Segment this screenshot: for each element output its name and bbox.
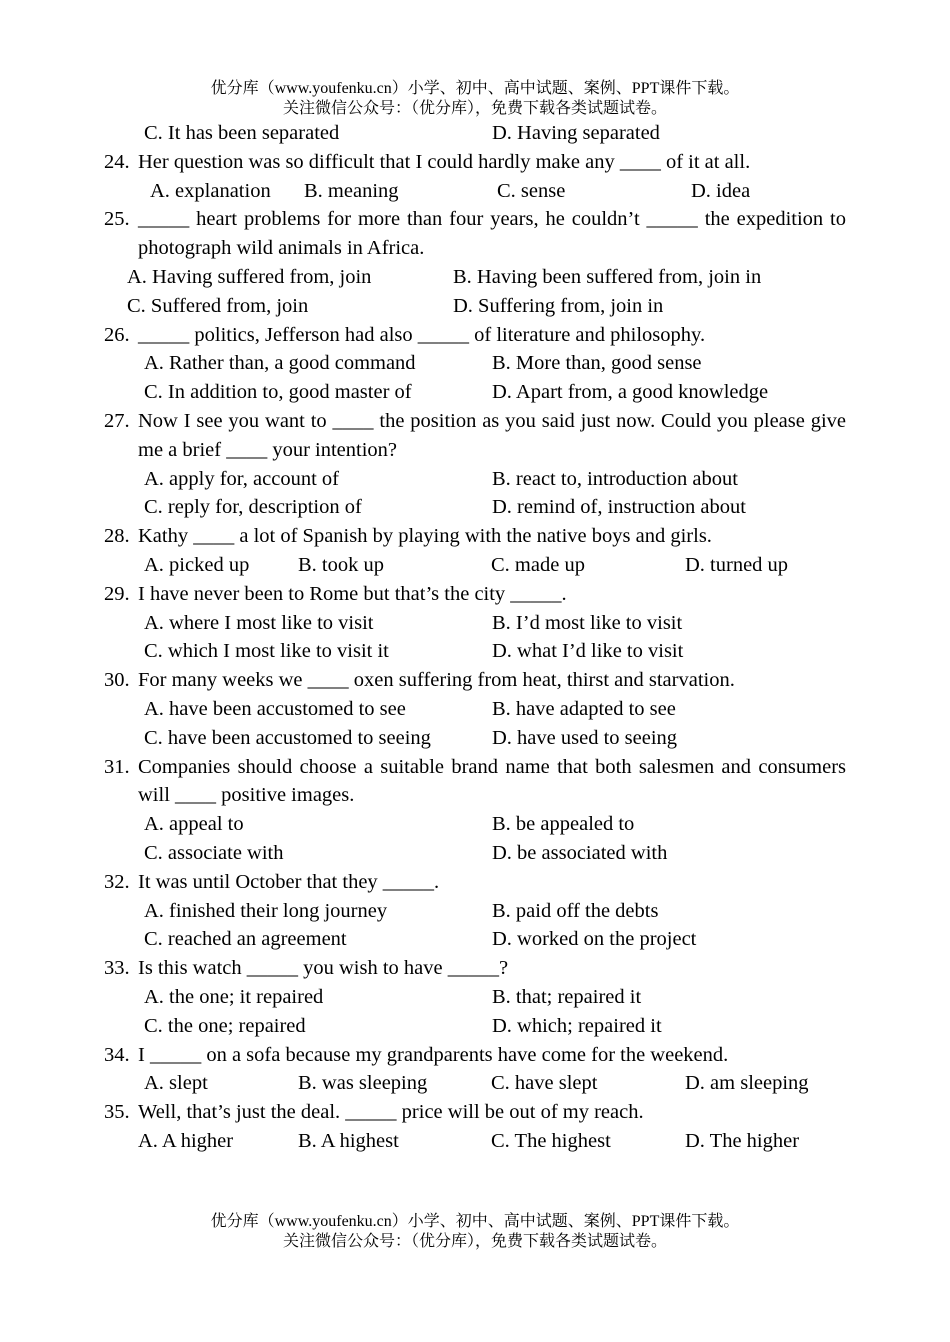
question-text: Kathy ____ a lot of Spanish by playing with the native boys and girls.: [138, 525, 712, 548]
question-33-options: [144, 983, 846, 1041]
option-d: D. idea: [691, 179, 751, 202]
option-a: A. A higher: [138, 1129, 234, 1152]
question-number: 26.: [104, 323, 130, 346]
option-c: C. The highest: [491, 1129, 611, 1152]
option-d: D. Suffering from, join in: [453, 294, 664, 317]
option-a: A. appeal to: [144, 813, 244, 836]
option-a: A. picked up: [144, 553, 250, 576]
option-c: C. made up: [491, 553, 585, 576]
option-a: A. Having suffered from, join: [127, 265, 372, 288]
option-a: A. apply for, account of: [144, 467, 340, 490]
option-a: A. have been accustomed to see: [144, 697, 406, 720]
question-number: 35.: [104, 1101, 130, 1124]
option-b: B. A highest: [298, 1129, 399, 1152]
question-list: [104, 119, 846, 1156]
question-24-options: [150, 177, 846, 206]
question-number: 31.: [104, 755, 130, 778]
question-text: Now I see you want to ____ the position as you said just now. Could you please give me a brief ____ your intention?: [138, 409, 846, 461]
option-c: C. reply for, description of: [144, 496, 362, 519]
question-text: Well, that’s just the deal. _____ price will be out of my reach.: [138, 1101, 644, 1124]
option-c: C. In addition to, good master of: [144, 381, 412, 404]
option-d: D. what I’d like to visit: [492, 640, 684, 663]
header-line-2: 关注微信公众号：（优分库），免费下载各类试题试卷。: [282, 100, 667, 117]
question-25-options: [127, 263, 846, 321]
question-text: For many weeks we ____ oxen suffering from heat, thirst and starvation.: [138, 669, 735, 692]
question-number: 33.: [104, 957, 130, 980]
question-34: [104, 1041, 846, 1070]
question-29-options: [144, 609, 846, 667]
header-line-1: 优分库（www.youfenku.cn）小学、初中、高中试题、案例、PPT课件下载。: [210, 80, 740, 97]
option-d: D. remind of, instruction about: [492, 496, 746, 519]
question-number: 30.: [104, 669, 130, 692]
question-text: Companies should choose a suitable brand name that both salesmen and consumers will ____ positive images.: [138, 755, 846, 807]
question-text: _____ politics, Jefferson had also _____ of literature and philosophy.: [138, 323, 706, 346]
option-d: D. which; repaired it: [492, 1014, 662, 1037]
option-d: D. The higher: [685, 1129, 800, 1152]
question-33: [104, 954, 846, 983]
question-28-options: [144, 551, 846, 580]
question-34-options: [144, 1069, 846, 1098]
footer-line-2: 关注微信公众号：（优分库），免费下载各类试题试卷。: [282, 1233, 667, 1250]
option-d: D. Apart from, a good knowledge: [492, 381, 769, 404]
question-23-option-d: D. Having separated: [492, 122, 660, 144]
option-b: B. be appealed to: [492, 813, 635, 836]
option-b: B. meaning: [304, 179, 399, 202]
question-24: [104, 148, 846, 177]
question-35-options: [138, 1127, 846, 1156]
question-number: 24.: [104, 150, 130, 173]
option-c: C. the one; repaired: [144, 1014, 306, 1037]
option-b: B. paid off the debts: [492, 899, 659, 922]
option-d: D. worked on the project: [492, 928, 697, 951]
page-header: [0, 79, 950, 119]
option-c: C. which I most like to visit it: [144, 640, 389, 663]
question-30-options: [144, 695, 846, 753]
question-text: _____ heart problems for more than four years, he couldn’t _____ the expedition to photograph wild animals in Africa.: [138, 208, 846, 260]
question-text: I have never been to Rome but that’s the city _____.: [138, 582, 567, 605]
question-35: [104, 1098, 846, 1127]
question-text: I _____ on a sofa because my grandparents have come for the weekend.: [138, 1043, 729, 1066]
option-c: C. associate with: [144, 841, 284, 864]
question-number: 34.: [104, 1043, 130, 1066]
option-d: D. am sleeping: [685, 1072, 809, 1095]
option-d: D. turned up: [685, 553, 789, 576]
question-23-option-c: C. It has been separated: [144, 122, 340, 144]
question-number: 28.: [104, 525, 130, 548]
footer-line-1: 优分库（www.youfenku.cn）小学、初中、高中试题、案例、PPT课件下载。: [210, 1213, 740, 1230]
question-text: Is this watch _____ you wish to have _____?: [138, 957, 509, 980]
option-a: A. where I most like to visit: [144, 611, 374, 634]
question-27: [104, 407, 846, 465]
option-b: B. More than, good sense: [492, 352, 702, 375]
option-c: C. have slept: [491, 1072, 598, 1095]
question-25: [104, 205, 846, 263]
page-footer: [0, 1212, 950, 1252]
option-c: C. reached an agreement: [144, 928, 347, 951]
question-26-options: [144, 349, 846, 407]
option-b: B. was sleeping: [298, 1072, 428, 1095]
question-32: [104, 868, 846, 897]
option-a: A. finished their long journey: [144, 899, 388, 922]
option-b: B. I’d most like to visit: [492, 611, 683, 634]
question-32-options: [144, 897, 846, 955]
option-c: C. have been accustomed to seeing: [144, 726, 431, 749]
option-b: B. have adapted to see: [492, 697, 676, 720]
question-31-options: [144, 810, 846, 868]
option-d: D. be associated with: [492, 841, 668, 864]
option-b: B. react to, introduction about: [492, 467, 738, 490]
option-b: B. that; repaired it: [492, 985, 642, 1008]
option-a: A. explanation: [150, 179, 271, 202]
option-c: C. sense: [497, 179, 566, 202]
option-d: D. have used to seeing: [492, 726, 678, 749]
question-text: It was until October that they _____.: [138, 870, 440, 893]
option-a: A. the one; it repaired: [144, 985, 324, 1008]
question-number: 27.: [104, 409, 130, 432]
question-28: [104, 522, 846, 551]
option-a: A. Rather than, a good command: [144, 352, 416, 375]
option-c: C. Suffered from, join: [127, 294, 309, 317]
question-31: [104, 753, 846, 811]
question-29: [104, 580, 846, 609]
question-number: 29.: [104, 582, 130, 605]
option-a: A. slept: [144, 1072, 208, 1095]
question-text: Her question was so difficult that I could hardly make any ____ of it at all.: [138, 150, 751, 173]
question-30: [104, 666, 846, 695]
option-b: B. took up: [298, 553, 384, 576]
question-23-options: [144, 119, 846, 148]
option-b: B. Having been suffered from, join in: [453, 265, 762, 288]
question-26: [104, 321, 846, 350]
question-number: 25.: [104, 208, 130, 231]
question-27-options: [144, 465, 846, 523]
question-number: 32.: [104, 870, 130, 893]
